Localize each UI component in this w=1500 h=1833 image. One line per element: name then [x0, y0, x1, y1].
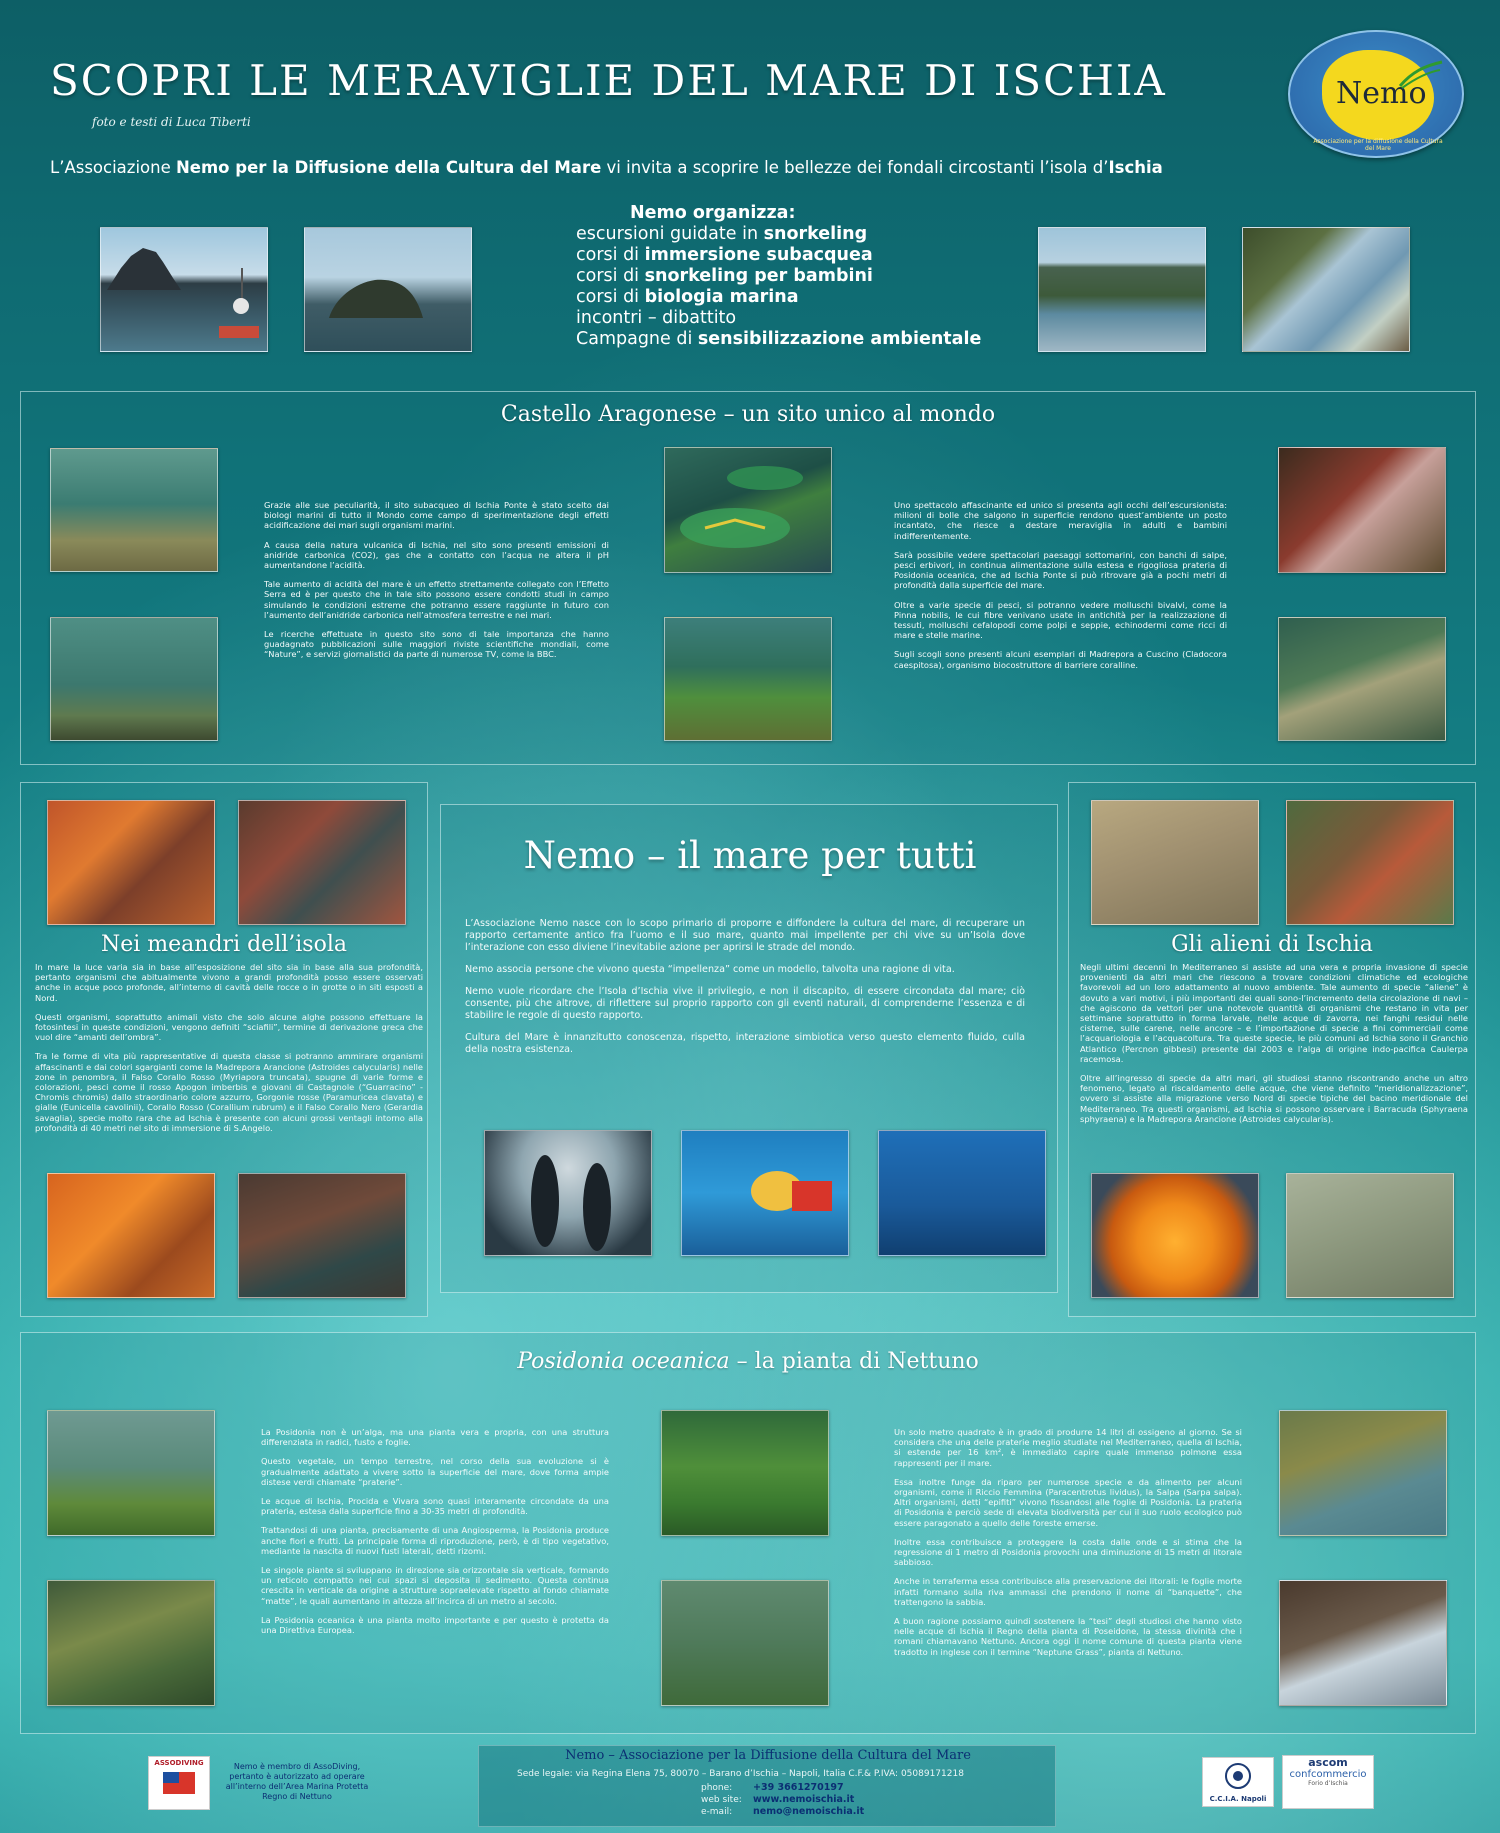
- photo-bubbles: [50, 448, 218, 572]
- paragraph: Sugli scogli sono presenti alcuni esemplari di Madrepora a Cuscino (Cladocora caespitosa), organismo biocostruttore di barriere coralline.: [894, 649, 1227, 670]
- paragraph: Tale aumento di acidità del mare è un effetto strettamente collegato con l’Effetto Serra ed è per questo che in tale sito possono essere condotti studi in campo simulando le condizioni estreme che potranno essere raggiunte in futuro con l’aumento dell’anidride carbonica nell’atmosfera terrestre e nei mari.: [264, 579, 609, 620]
- paragraph: Essa inoltre funge da riparo per numerose specie e da alimento per alcuni organismi, come il Riccio Femmina (Paracentrotus lividus), la Salpa (Sarpa salpa). Altri organismi, detti “epifiti” vivono fissandosi alle foglie di Posidonia. La prateria di Posidonia è perciò sede di elevata biodiversità per cui il suo ruolo ecologico può essere paragonato a quello delle foreste emerse.: [894, 1476, 1242, 1528]
- photo-salpa-school: [661, 1580, 829, 1706]
- photo-posidonia-meadow: [664, 617, 832, 741]
- photo-child-snorkeling: [681, 1130, 849, 1256]
- confcommercio-label: confcommercio: [1289, 1769, 1367, 1780]
- photo-caulerpa: [1286, 800, 1454, 925]
- web-label: web site:: [701, 1795, 742, 1805]
- alieni-title: Gli alieni di Ischia: [1171, 932, 1373, 957]
- logo-text: Nemo: [1336, 76, 1427, 111]
- photo-snorkeler: [50, 617, 218, 741]
- organizza-list: [576, 203, 981, 350]
- paragraph: Inoltre essa contribuisce a proteggere la costa dalle onde e si stima che la regressione di 1 metro di Posidonia provochi una diminuzione di 15 metri di litorale sabbioso.: [894, 1536, 1242, 1568]
- paragraph: Nemo vuole ricordare che l’Isola d’Ischia vive il privilegio, e non il discapito, di essere circondata dal mare; ciò consente, più che altrove, di riflettere sul proprio rapporto con gli eventi naturali, di comprenderne l’essenza e di stabilire le regole di questo rapporto.: [465, 986, 1025, 1021]
- organizza-item: corsi di snorkeling per bambini: [576, 266, 873, 286]
- paragraph: Grazie alle sue peculiarità, il sito subacqueo di Ischia Ponte è stato scelto dai biologi marini di tutto il Mondo come campo di sperimentazione degli effetti acidificazione dei mari sugli organismi marini.: [264, 500, 609, 531]
- website-link[interactable]: www.nemoischia.it: [753, 1794, 855, 1805]
- nemo-logo: [1288, 30, 1464, 158]
- photo-divers-silhouette: [484, 1130, 652, 1256]
- seaweed-icon: [1398, 60, 1444, 90]
- paragraph: La Posidonia non è un’alga, ma una pianta vera e propria, con una struttura differenziata in radici, fusto e foglie.: [261, 1427, 609, 1448]
- posidonia-left-text: [261, 1427, 609, 1644]
- assodiving-logo-text: ASSODIVING: [154, 1759, 204, 1767]
- photo-octopus: [1278, 447, 1446, 573]
- intro-ischia: Ischia: [1108, 158, 1163, 177]
- photo-wrasse-fish: [664, 447, 832, 573]
- photo-matte: [1279, 1410, 1447, 1536]
- footer-sede: Sede legale: via Regina Elena 75, 80070 – Barano d’Ischia – Napoli, Italia C.F.& P.IVA: 05089171218: [517, 1769, 964, 1779]
- paragraph: Negli ultimi decenni In Mediterraneo si assiste ad una vera e propria invasione di specie provenienti da altri mari che riescono a trovare condizioni climatiche ed ecologiche favorevoli ad un loro adattamento al nuovo ambiente. Tale aumento di specie “aliene” è dovuto a vari motivi, i più importanti dei quali sono-l’incremento della circolazione di navi – che agiscono da vettori per una notevole quantità di organismi che restano in vita per settimane soprattutto in forma larvale, nelle acque di zavorra, nei fanghi residui nelle cisterne, sulle carene, nelle ancore – e l’importazione di specie a fini commerciali come l’acquariologia e l’acquacoltura. Tra queste specie, le più comuni ad Ischia sono il Granchio Atlantico (Percnon gibbesi) presente dal 2003 e l’alga di origine indo-pacifica Caulerpa racemosa.: [1080, 962, 1468, 1064]
- organizza-item: corsi di immersione subacquea: [576, 245, 873, 265]
- assodiving-logo: [148, 1756, 210, 1810]
- footer-contacts: [478, 1745, 1056, 1827]
- paragraph: A buon ragione possiamo quindi sostenere la “tesi” degli studiosi che hanno visto nelle acque di Ischia il Regno della pianta di Poseidone, la stessa divinità che i romani chiamavano Nettuno. Ancora oggi il nome comune di questa pianta viene tradotto in inglese con il termine “Neptune Grass”, pianta di Nettuno.: [894, 1616, 1242, 1657]
- photo-freediver: [878, 1130, 1046, 1256]
- intro-text-2: vi invita a scoprire le bellezze dei fondali circostanti l’isola d’: [601, 158, 1109, 177]
- nemo-title: Nemo – il mare per tutti: [523, 834, 977, 877]
- organizza-item: corsi di biologia marina: [576, 287, 799, 307]
- poster-title: SCOPRI LE MERAVIGLIE DEL MARE DI ISCHIA: [50, 56, 1167, 105]
- paragraph: L’Associazione Nemo nasce con lo scopo primario di proporre e diffondere la cultura del mare, di recuperare un rapporto certamente antico fra l’uomo e il suo mare, quanto mai impellente per chi vive su un’Isola dove l’interazione con esso diviene l’inevitabile azione per aprirsi le strade del mondo.: [465, 918, 1025, 953]
- ccia-logo: [1202, 1757, 1274, 1807]
- posidonia-title: [20, 1349, 1476, 1374]
- photo-posidonia-blades: [661, 1410, 829, 1536]
- paragraph: Tra le forme di vita più rappresentative di questa classe si potranno ammirare organismi affascinanti e dai colori sgargianti come la Madrepora Arancione (Astroides calycularis) nelle zone in penombra, il Falso Corallo Rosso (Myriapora truncata), spugne di varie forme e colorazioni, pesci come il rosso Apogon imberbis e giovani di Castagnole (“Guarracino” - Chromis chromis) dallo straordinario colore azzurro, Gorgonie rosse (Paramuricea clavata) e gialle (Eunicella cavolinii), Corallo Rosso (Corallium rubrum) e il Falso Corallo Nero (Gerardia savaglia), specie molto rara che ad Ischia è presente con alcuni grossi ventagli intorno alla profondità di 40 metri nel sito di immersione di S.Angelo.: [35, 1051, 423, 1133]
- paragraph: Sarà possibile vedere spettacolari paesaggi sottomarini, con banchi di salpe, pesci erbivori, in continua alimentazione sulla estesa e rigogliosa prateria di Posidonia oceanica, che ad Ischia Ponte si può ritrovare già a pochi metri di profondità dalla superficie del mare.: [894, 549, 1227, 591]
- photo-orange-coral: [47, 800, 215, 925]
- paragraph: La Posidonia oceanica è una pianta molto importante e per questo è protetta da una Direttiva Europea.: [261, 1614, 609, 1636]
- photo-castello-aragonese: [100, 227, 268, 352]
- seal-icon: [1223, 1761, 1253, 1791]
- email-link[interactable]: nemo@nemoischia.it: [753, 1806, 865, 1817]
- footer-title: Nemo – Associazione per la Diffusione della Cultura del Mare: [565, 1748, 971, 1763]
- meandri-title: Nei meandri dell’isola: [101, 932, 347, 957]
- photo-cave-wall: [238, 800, 406, 925]
- photo-astroides: [47, 1173, 215, 1298]
- photo-posidonia-close: [47, 1580, 215, 1706]
- nemo-text: [465, 918, 1025, 1066]
- photo-orange-cup-coral: [1091, 1173, 1259, 1298]
- paragraph: Trattandosi di una pianta, precisamente di una Angiosperma, la Posidonia produce anche fiori e frutti. La principale forma di riproduzione, però, è di tipo vegetativo, mediante la nascita di nuovi fusti laterali, detti rizomi.: [261, 1525, 609, 1556]
- posidonia-title-italic: Posidonia oceanica: [517, 1349, 730, 1374]
- posidonia-right-text: [894, 1427, 1242, 1666]
- paragraph: Un solo metro quadrato è in grado di produrre 14 litri di ossigeno al giorno. Se si considera che una delle praterie meglio studiate nel Mediterraneo, quella di Ischia, si estende per 16 km², è immediato capire quale immenso polmone essa rappresenti per il mare.: [894, 1427, 1242, 1468]
- paragraph: A causa della natura vulcanica di Ischia, nel sito sono presenti emissioni di anidride carbonica (CO2), gas che a contatto con l’acqua ne altera il pH aumentandone l’acidità.: [264, 539, 609, 571]
- paragraph: Le acque di Ischia, Procida e Vivara sono quasi interamente circondate da una prateria, estesa dalla superficie fino a 30-35 metri di profondità.: [261, 1496, 609, 1517]
- paragraph: Questo vegetale, un tempo terrestre, nel corso della sua evoluzione si è gradualmente adattato a vivere sotto la superficie del mare, dove forma ampie distese verdi chiamate “praterie”.: [261, 1456, 609, 1487]
- email-label: e-mail:: [701, 1807, 733, 1817]
- castello-title: Castello Aragonese – un sito unico al mondo: [500, 402, 996, 427]
- intro-text: L’Associazione: [50, 158, 176, 177]
- paragraph: Oltre a varie specie di pesci, si potranno vedere molluschi bivalvi, come la Pinna nobilis, le cui fibre venivano usate in antichità per la realizzazione di tessuti, molluschi cefalopodi come polpi e seppie, echinodermi come ricci di mare e stelle marine.: [894, 599, 1227, 641]
- paragraph: Cultura del Mare è innanzitutto conoscenza, rispetto, interazione simbiotica verso questo elemento fluido, culla della nostra esistenza.: [465, 1032, 1025, 1055]
- photo-apogon-cave: [238, 1173, 406, 1298]
- photo-barracuda: [1286, 1173, 1454, 1298]
- photo-sant-angelo: [304, 227, 472, 352]
- photo-pinna-nobilis: [1278, 617, 1446, 741]
- confcommercio-logo: [1282, 1755, 1374, 1809]
- castello-right-text: [894, 500, 1227, 679]
- ccia-label: C.C.I.A. Napoli: [1209, 1795, 1267, 1803]
- organizza-item: escursioni guidate in snorkeling: [576, 224, 868, 244]
- intro-line: [50, 158, 1450, 177]
- paragraph: Uno spettacolo affascinante ed unico si presenta agli occhi dell’escursionista: milioni di bolle che salgono in superficie rendono quest’ambiente un posto incantato, che riesce a destare meraviglia in adulti e bambini indifferentemente.: [894, 500, 1227, 541]
- paragraph: Anche in terraferma essa contribuisce alla preservazione dei litorali: le foglie morte infatti formano sulla riva ammassi che prendono il nome di “banquette”, che trattengono la sabbia.: [894, 1576, 1242, 1607]
- paragraph: Le ricerche effettuate in questo sito sono di tale importanza che hanno guadagnato pubblicazioni sulle maggiori riviste scientifiche mondiali, come “Nature”, e servizi giornalistici da parte di numerose TV, come la BBC.: [264, 629, 609, 660]
- paragraph: In mare la luce varia sia in base all’esposizione del sito sia in base alla sua profondità, pertanto organismi che abitualmente vivono a grandi profondità posso essere osservati anche in acque poco profonde, all’interno di cavità delle rocce o in grotte o in siti esposti a Nord.: [35, 962, 423, 1003]
- paragraph: Questi organismi, soprattutto animali visto che solo alcune alghe possono effettuare la fotosintesi in queste condizioni, vengono definiti “sciafili”, termine di derivazione greca che vuol dire “amanti dell’ombra”.: [35, 1011, 423, 1043]
- organizza-item: incontri – dibattito: [576, 308, 737, 328]
- meandri-text: [35, 962, 423, 1142]
- intro-assoc-name: Nemo per la Diffusione della Cultura del Mare: [175, 158, 602, 177]
- photo-coast-headland: [1038, 227, 1206, 352]
- divers-icon: [485, 1131, 653, 1257]
- paragraph: Nemo associa persone che vivono questa “impellenza” come un modello, talvolta una ragione di vita.: [465, 964, 955, 975]
- paragraph: Le singole piante si sviluppano in direzione sia orizzontale sia verticale, formando un reticolo compatto nei cui spazi si deposita il sedimento. Questa continua crescita in verticale da origine a strutture sopraelevate rispetto al fondo chiamate “matte”, le quali aumentano in altezza all’incirca di un metro al secolo.: [261, 1565, 609, 1606]
- castello-left-text: [264, 500, 609, 669]
- ascom-label: ascom: [1308, 1756, 1348, 1769]
- photo-banquette: [1279, 1580, 1447, 1706]
- photo-posidonia-leaves: [47, 1410, 215, 1536]
- fish-icon: [665, 448, 833, 574]
- posidonia-title-rest: – la pianta di Nettuno: [729, 1349, 979, 1374]
- paragraph: Oltre all’ingresso di specie da altri mari, gli studiosi stanno riscontrando anche un altro fenomeno, legato al riscaldamento delle acque, che viene definito “meridionalizzazione”, ovvero si assiste alla migrazione verso Nord di specie tipiche del bacino meridionale del Mediterraneo. Tra questi organismi, ad Ischia si possono osservare i Barracuda (Sphyraena sphyraena) e la Madrepora Arancione (Astroides calycularis).: [1080, 1073, 1468, 1124]
- castle-silhouette-icon: [101, 228, 269, 353]
- phone-number[interactable]: +39 3661270197: [753, 1782, 844, 1793]
- snorkel-mask-icon: [682, 1131, 850, 1257]
- phone-label: phone:: [701, 1783, 733, 1793]
- photo-percnon-crab: [1091, 800, 1259, 925]
- confcommercio-sub: Forio d’Ischia: [1308, 1780, 1348, 1787]
- organizza-heading: Nemo organizza:: [630, 203, 796, 223]
- assodiving-note: Nemo è membro di AssoDiving, pertanto è autorizzato ad operare all’interno dell’Area Marina Protetta Regno di Nettuno: [225, 1762, 369, 1801]
- islet-silhouette-icon: [305, 228, 473, 353]
- flag-icon: [159, 1768, 199, 1798]
- logo-subtitle: Associazione per la diffusione della Cultura del Mare: [1313, 138, 1443, 152]
- alieni-text: [1080, 962, 1468, 1133]
- credits: foto e testi di Luca Tiberti: [92, 115, 251, 129]
- organizza-item: Campagne di sensibilizzazione ambientale: [576, 329, 982, 349]
- photo-bay: [1242, 227, 1410, 352]
